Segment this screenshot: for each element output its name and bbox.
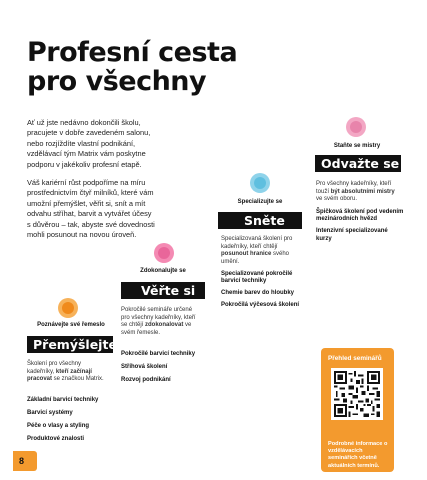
- title-line-2: pro všechny: [27, 66, 207, 97]
- topic-item: Specializované pokročilé barvicí techniky: [221, 271, 293, 285]
- avatar-pink: [154, 243, 174, 263]
- desc-text-end: svého umění.: [221, 251, 290, 265]
- level-caption: Specializujte se: [237, 199, 283, 205]
- topic-item: Chemie barev do hloubky: [221, 290, 295, 297]
- page-number: 8: [13, 451, 37, 471]
- desc-highlight: být absolutními mistry: [330, 188, 395, 195]
- level-description: [316, 181, 400, 204]
- intro-paragraph-2: [27, 178, 217, 240]
- qr-code-graphic: [334, 371, 380, 417]
- avatar-face: [158, 247, 170, 259]
- desc-text-end: ve svém oboru.: [316, 196, 358, 203]
- title-line-1: Profesní cesta: [27, 37, 238, 68]
- level-description: [121, 307, 201, 337]
- qr-code[interactable]: [331, 368, 383, 420]
- page-title: [27, 38, 287, 96]
- level-caption: Poznávejte své řemeslo: [37, 322, 105, 328]
- topic-item: Produktové znalosti: [27, 435, 85, 442]
- level-caption: Staňte se mistry: [333, 143, 381, 149]
- avatar-rose: [346, 117, 366, 137]
- level-banner: Sněte: [218, 212, 302, 229]
- avatar-face: [62, 302, 74, 314]
- topic-item: Stříhová školení: [121, 363, 168, 370]
- level-description: [27, 361, 105, 384]
- level-caption: Zdokonalujte se: [140, 268, 186, 274]
- level-topics: [121, 351, 221, 390]
- topic-item: Pokročilé barvicí techniky: [121, 351, 196, 357]
- desc-highlight: posunout hranice: [221, 251, 272, 258]
- avatar-face: [350, 121, 362, 133]
- level-topics: [221, 271, 309, 314]
- intro-text-1: Ať už jste nedávno dokončili školu, pracujete v dobře zavedeném salonu, nebo rozjíždíte vlastní podnikání, vzdělávací tým Matrix vám poskytne podporu v jakékoliv profesní etapě.: [27, 118, 151, 169]
- topic-item: Rozvoj podnikání: [121, 376, 171, 383]
- desc-text-end: ve svém řemesle.: [121, 322, 192, 336]
- level-description: [221, 236, 301, 266]
- desc-highlight: zdokonalovat: [145, 322, 184, 329]
- avatar-face: [254, 177, 266, 189]
- level-topics: [316, 209, 404, 248]
- desc-text-end: se značkou Matrix.: [52, 376, 104, 383]
- desc-text: Pro všechny kadeřníky, kteří touží: [316, 181, 392, 195]
- desc-text: Pokročilé semináře určené pro všechny kadeřníky, kteří se chtějí: [121, 307, 196, 329]
- desc-text: Školení pro všechny kadeřníky,: [27, 361, 82, 375]
- seminar-overview-panel: [321, 348, 394, 472]
- panel-title: Přehled seminářů: [328, 355, 382, 362]
- intro-paragraph-1: [27, 118, 212, 170]
- desc-text: Specializovaná školení pro kadeřníky, kteří chtějí: [221, 236, 293, 250]
- panel-note: Podrobné informace o vzdělávacích seminářích včetně aktuálních termínů.: [328, 441, 388, 469]
- intro-text-2: Váš kariérní růst podpoříme na míru prostřednictvím čtyř milníků, které vám umožní přemýšlet, věřit si, snít a mít odvahu stříhat, barvit a vytvářet účesy s důvěrou – tak, abyste své dovednosti mohli posunout na novou úroveň.: [27, 178, 155, 240]
- desc-highlight: kteří začínají pracovat: [27, 368, 92, 383]
- avatar-blue: [250, 173, 270, 193]
- topic-item: Základní barvicí techniky: [27, 397, 99, 403]
- topic-item: Intenzivní specializované kurzy: [316, 228, 388, 242]
- level-banner: Odvažte se: [315, 155, 401, 172]
- level-banner: Věřte si: [121, 282, 205, 299]
- topic-item: Barvicí systémy: [27, 409, 73, 416]
- level-banner: Přemýšlejte: [27, 336, 113, 353]
- topic-item: Péče o vlasy a styling: [27, 422, 90, 429]
- avatar-orange: [58, 298, 78, 318]
- topic-item: Špičková školení pod vedením mezinárodních hvězd: [316, 209, 404, 223]
- level-topics: [27, 397, 127, 449]
- topic-item: Pokročilá výčesová školení: [221, 302, 300, 309]
